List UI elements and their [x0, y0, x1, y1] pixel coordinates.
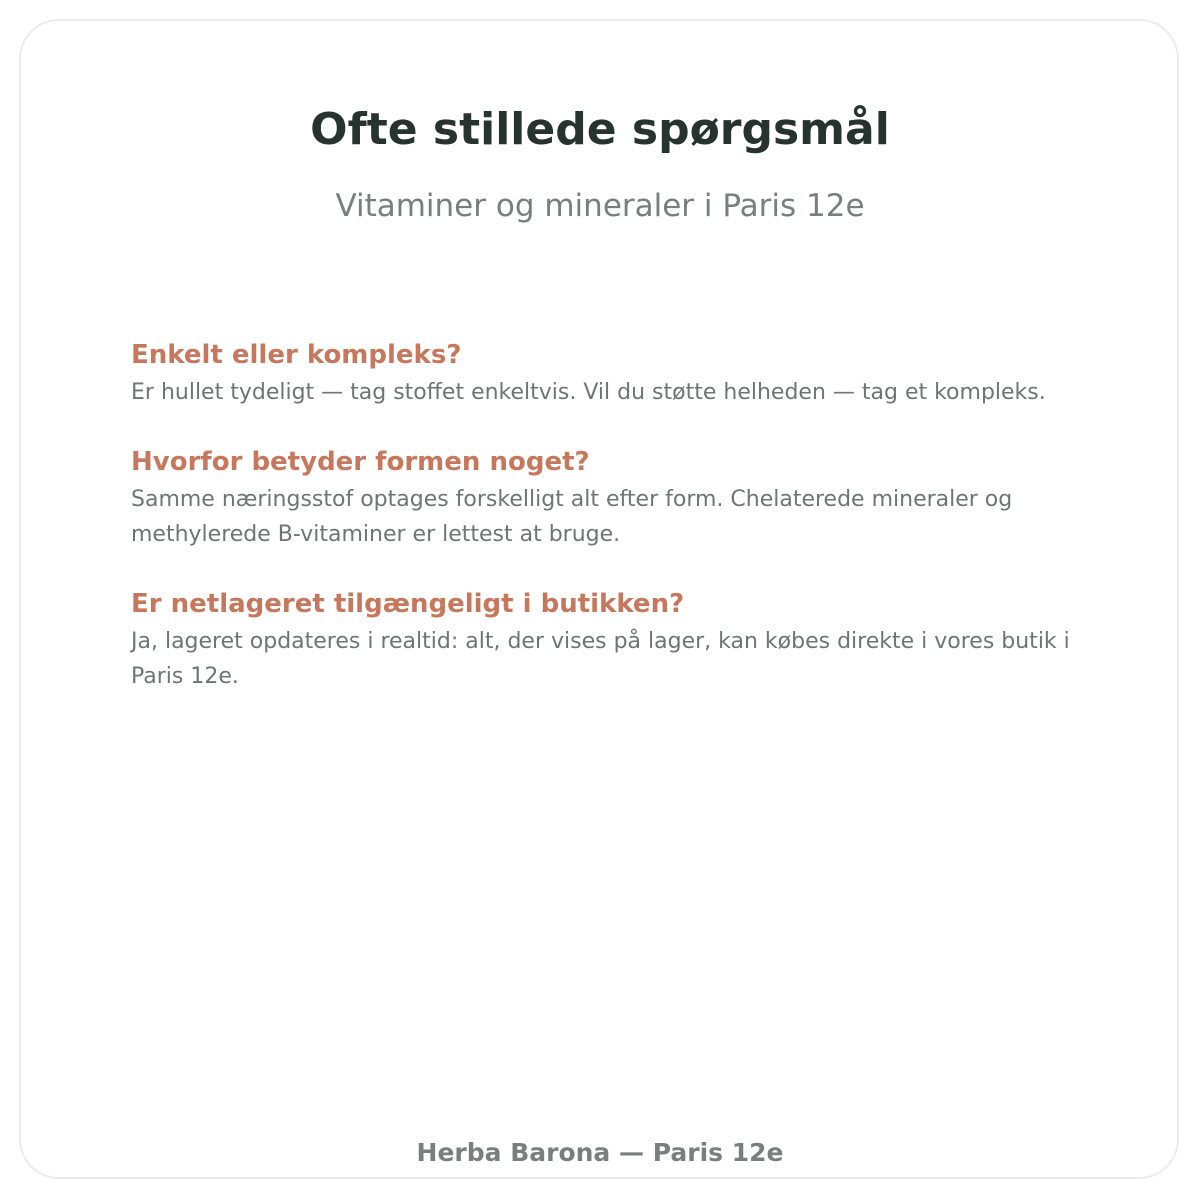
faq-answer: Samme næringsstof optages forskelligt alt efter form. Chelaterede mineraler og methylerede B-vitaminer er lettest at bruge.: [131, 487, 1013, 547]
page-subtitle: Vitaminer og mineraler i Paris 12e: [335, 188, 865, 224]
faq-item: [131, 338, 1091, 410]
faq-answer: Ja, lageret opdateres i realtid: alt, der vises på lager, kan købes direkte i vores butik i Paris 12e.: [131, 629, 1070, 689]
footer-brand: Herba Barona — Paris 12e: [416, 1138, 784, 1167]
faq-question: Er netlageret tilgængeligt i butikken?: [131, 589, 685, 619]
faq-item: [131, 445, 1091, 552]
faq-item: [131, 587, 1091, 694]
faq-question: Enkelt eller kompleks?: [131, 340, 462, 370]
faq-answer: Er hullet tydeligt — tag stoffet enkeltvis. Vil du støtte helheden — tag et kompleks.: [131, 380, 1046, 405]
faq-question: Hvorfor betyder formen noget?: [131, 447, 590, 477]
faq-list: [131, 338, 1091, 729]
page-title: Ofte stillede spørgsmål: [310, 104, 890, 155]
